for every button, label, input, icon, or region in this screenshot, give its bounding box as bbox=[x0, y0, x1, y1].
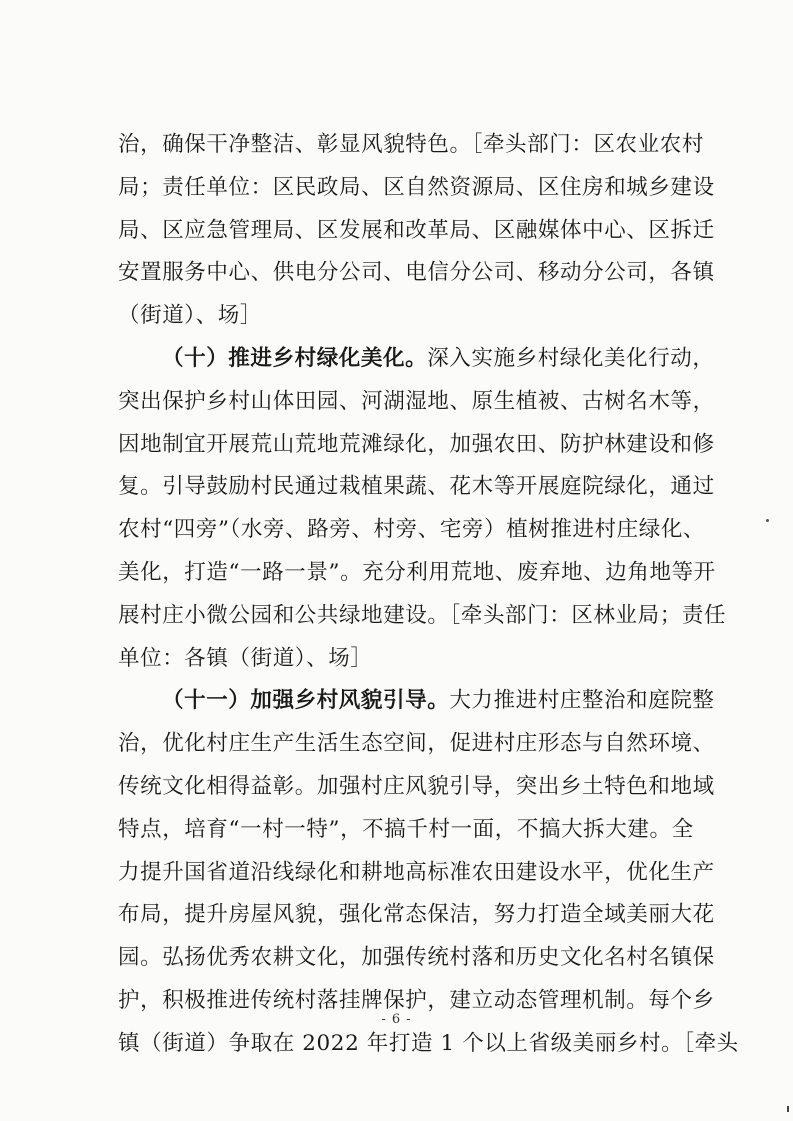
text-line: 布局，提升房屋风貌，强化常态保洁，努力打造全域美丽大花 bbox=[118, 902, 715, 928]
body-text bbox=[118, 124, 739, 1066]
text-run: 大力推进村庄整治和庭院整 bbox=[449, 688, 715, 714]
text-line: 局；责任单位：区民政局、区自然资源局、区住房和城乡建设 bbox=[118, 174, 715, 200]
section-first-line bbox=[118, 680, 715, 723]
section-heading: （十）推进乡村绿化美化。 bbox=[162, 345, 428, 371]
text-line: 突出保护乡村山体田园、河湖湿地、原生植被、古树名木等， bbox=[118, 388, 715, 414]
text-line: 传统文化相得益彰。加强村庄风貌引导，突出乡土特色和地域 bbox=[118, 773, 715, 799]
text-line: 安置服务中心、供电分公司、电信分公司、移动分公司，各镇 bbox=[118, 260, 715, 286]
text-line: 复。引导鼓励村民通过栽植果蔬、花木等开展庭院绿化，通过 bbox=[118, 474, 715, 500]
text-line: 镇（街道）争取在 2022 年打造 1 个以上省级美丽乡村。［牵头 bbox=[118, 1030, 739, 1056]
text-line: 单位：各镇（街道）、场］ bbox=[118, 645, 373, 671]
text-line: 因地制宜开展荒山荒地荒滩绿化，加强农田、防护林建设和修 bbox=[118, 431, 715, 457]
text-line: 护，积极推进传统村落挂牌保护，建立动态管理机制。每个乡 bbox=[118, 987, 715, 1013]
text-line: （街道）、场］ bbox=[118, 303, 262, 329]
text-line: 局、区应急管理局、区发展和改革局、区融媒体中心、区拆迁 bbox=[118, 217, 715, 243]
text-line: 美化，打造“一路一景”。充分利用荒地、废弃地、边角地等开 bbox=[118, 559, 716, 585]
text-line: 力提升国省道沿线绿化和耕地高标准农田建设水平，优化生产 bbox=[118, 859, 715, 885]
text-line: 治，优化村庄生产生活生态空间，促进村庄形态与自然环境、 bbox=[118, 731, 715, 757]
scan-speck bbox=[766, 519, 769, 522]
text-line: 园。弘扬优秀农耕文化，加强传统村落和历史文化名村名镇保 bbox=[118, 945, 715, 971]
text-line: 展村庄小微公园和公共绿地建设。［牵头部门：区林业局；责任 bbox=[118, 602, 727, 628]
scan-edge-mark bbox=[787, 1106, 789, 1112]
text-line: 治，确保干净整洁、彰显风貌特色。［牵头部门：区农业农村 bbox=[118, 132, 704, 157]
section-heading: （十一）加强乡村风貌引导。 bbox=[162, 688, 450, 714]
text-run: 深入实施乡村绿化美化行动， bbox=[427, 345, 715, 371]
text-line: 农村“四旁”（水旁、路旁、村旁、宅旁）植树推进村庄绿化、 bbox=[118, 517, 706, 543]
page-number: - 6 - bbox=[381, 1012, 412, 1027]
section-first-line bbox=[118, 338, 715, 381]
text-line: 特点，培育“一村一特”，不搞千村一面，不搞大拆大建。全 bbox=[118, 816, 694, 842]
